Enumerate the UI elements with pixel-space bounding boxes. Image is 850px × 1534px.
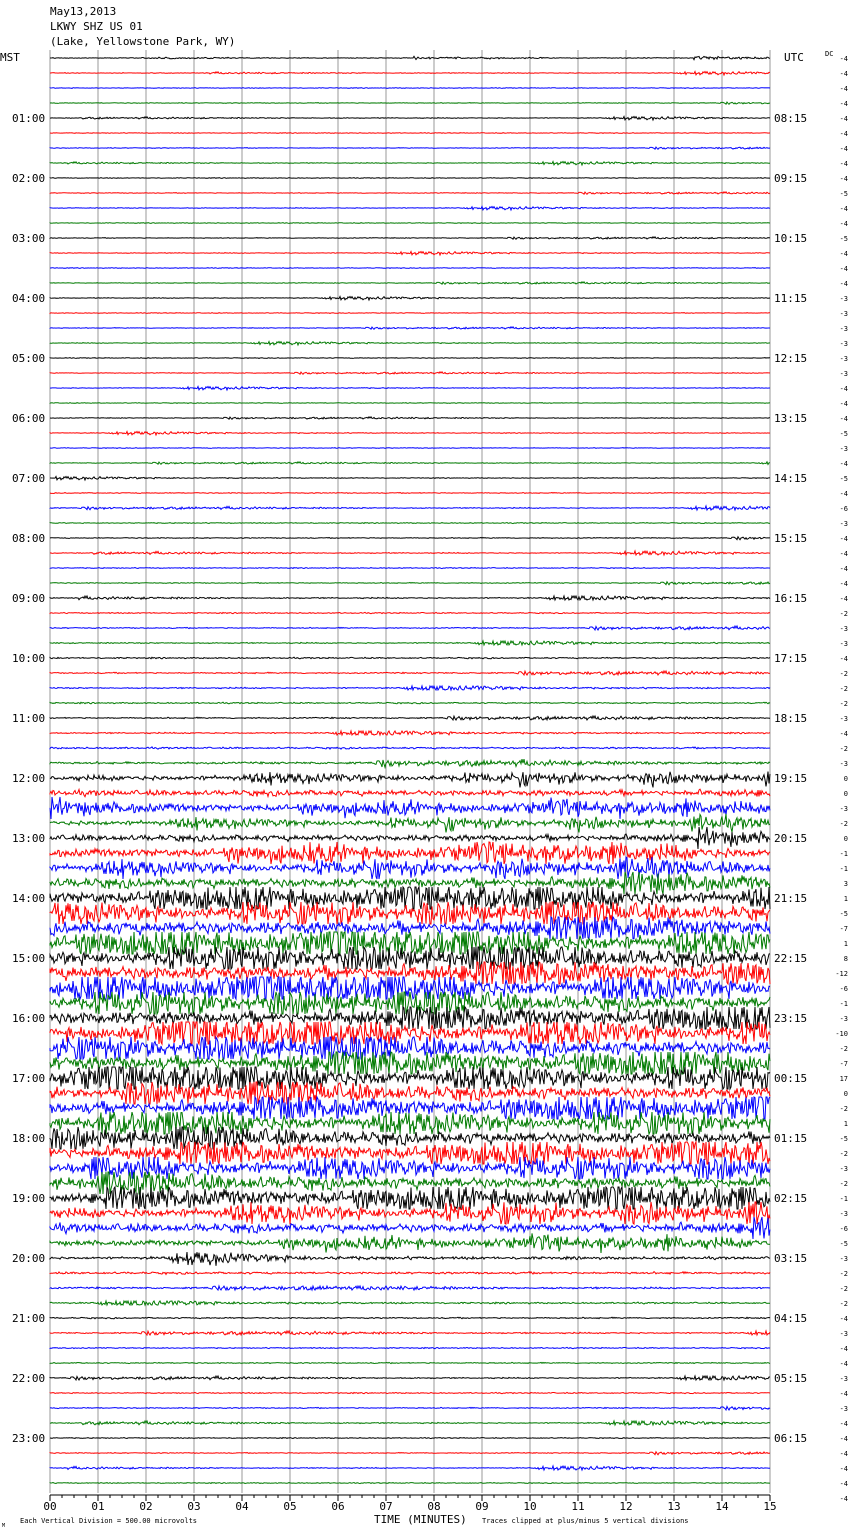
dc-offset-value: -4	[839, 145, 848, 153]
right-hour-label: 02:15	[774, 1192, 808, 1205]
trace-line	[50, 1317, 770, 1319]
dc-offset-value: -1	[839, 865, 848, 873]
trace-line	[50, 72, 770, 76]
trace-line	[50, 432, 770, 436]
x-tick-label: 06	[331, 1500, 345, 1513]
dc-offset-value: -5	[839, 235, 848, 243]
dc-offset-value: -4	[839, 130, 848, 138]
x-tick-label: 08	[427, 1500, 441, 1513]
left-hour-label: 20:00	[12, 1252, 46, 1265]
dc-offset-value: 3	[843, 880, 848, 888]
left-hour-label: 03:00	[12, 232, 46, 245]
dc-offset-value: -3	[839, 1165, 848, 1173]
dc-offset-value: -3	[839, 1255, 848, 1263]
left-hour-label: 16:00	[12, 1012, 46, 1025]
dc-offset-value: 17	[839, 1075, 848, 1083]
left-hour-label: 15:00	[12, 952, 46, 965]
dc-offset-value: 0	[843, 835, 848, 843]
x-tick-label: 07	[379, 1500, 393, 1513]
trace-line	[50, 1331, 770, 1335]
trace-line	[50, 1187, 770, 1209]
right-hour-label: 10:15	[774, 232, 808, 245]
trace-line	[50, 178, 770, 179]
x-tick-label: 01	[91, 1500, 105, 1513]
trace-line	[50, 523, 770, 524]
left-hour-label: 14:00	[12, 892, 46, 905]
dc-offset-value: -5	[839, 1240, 848, 1248]
trace-line	[50, 1301, 770, 1305]
left-hour-label: 04:00	[12, 292, 46, 305]
left-timezone-label: MST	[0, 51, 20, 64]
x-axis-title: TIME (MINUTES)	[374, 1513, 467, 1526]
right-hour-label: 14:15	[774, 472, 808, 485]
trace-line	[50, 133, 770, 134]
trace-line	[50, 1022, 770, 1044]
left-hour-label: 07:00	[12, 472, 46, 485]
dc-offset-value: -2	[839, 700, 848, 708]
left-hour-label: 10:00	[12, 652, 46, 665]
dc-offset-value: -4	[839, 1420, 848, 1428]
right-hour-label: 11:15	[774, 292, 808, 305]
right-hour-label: 19:15	[774, 772, 808, 785]
trace-line	[50, 282, 770, 285]
left-hour-label: 09:00	[12, 592, 46, 605]
right-hour-label: 04:15	[774, 1312, 808, 1325]
dc-offset-value: -2	[839, 1270, 848, 1278]
left-hour-label: 17:00	[12, 1072, 46, 1085]
trace-line	[50, 582, 770, 585]
dc-offset-value: -4	[839, 115, 848, 123]
trace-line	[50, 1392, 770, 1393]
trace-line	[50, 857, 770, 879]
trace-line	[50, 1217, 770, 1239]
right-hour-label: 12:15	[774, 352, 808, 365]
dc-offset-value: 1	[843, 1120, 848, 1128]
dc-offset-value: -4	[839, 1450, 848, 1458]
dc-offset-value: 0	[843, 1090, 848, 1098]
dc-offset-value: -2	[839, 1150, 848, 1158]
dc-offset-value: -6	[839, 505, 848, 513]
dc-offset-value: -3	[839, 805, 848, 813]
left-hour-label: 18:00	[12, 1132, 46, 1145]
trace-line	[50, 297, 770, 301]
left-hour-label: 02:00	[12, 172, 46, 185]
x-tick-label: 10	[523, 1500, 537, 1513]
dc-offset-value: -4	[839, 250, 848, 258]
trace-line	[50, 596, 770, 600]
dc-offset-value: -4	[839, 595, 848, 603]
trace-line	[50, 1452, 770, 1455]
right-hour-label: 13:15	[774, 412, 808, 425]
dc-offset-value: -5	[839, 910, 848, 918]
dc-offset-value: -2	[839, 1300, 848, 1308]
dc-offset-value: -3	[839, 295, 848, 303]
right-hour-label: 15:15	[774, 532, 808, 545]
dc-offset-value: -3	[839, 370, 848, 378]
dc-offset-value: -4	[839, 1390, 848, 1398]
trace-line	[50, 1347, 770, 1348]
dc-offset-value: -4	[839, 55, 848, 63]
right-timezone-label: UTC	[784, 51, 804, 64]
dc-offset-value: -4	[839, 1495, 848, 1503]
trace-line	[50, 671, 770, 675]
trace-line	[50, 192, 770, 195]
right-hour-label: 06:15	[774, 1432, 808, 1445]
dc-offset-value: -4	[839, 205, 848, 213]
x-tick-label: 12	[619, 1500, 633, 1513]
trace-line	[50, 842, 770, 864]
dc-offset-value: -3	[839, 1375, 848, 1383]
dc-offset-value: 0	[843, 790, 848, 798]
trace-line	[50, 462, 770, 465]
dc-offset-value: -4	[839, 1480, 848, 1488]
x-tick-label: 02	[139, 1500, 153, 1513]
trace-line	[50, 237, 770, 240]
right-hour-label: 16:15	[774, 592, 808, 605]
trace-line	[50, 448, 770, 449]
dc-offset-value: -4	[839, 400, 848, 408]
dc-offset-value: -4	[839, 1345, 848, 1353]
trace-line	[50, 417, 770, 420]
trace-line	[50, 117, 770, 121]
scale-note: Each Vertical Division = 500.00 microvolts	[20, 1517, 198, 1525]
dc-offset-value: -4	[839, 175, 848, 183]
dc-offset-value: -4	[839, 280, 848, 288]
dc-offset-value: -4	[839, 415, 848, 423]
trace-line	[50, 506, 770, 510]
dc-offset-value: 1	[843, 940, 848, 948]
dc-offset-value: -4	[839, 385, 848, 393]
dc-offset-value: -4	[839, 655, 848, 663]
dc-offset-value: -4	[839, 490, 848, 498]
dc-offset-value: -2	[839, 1045, 848, 1053]
left-hour-label: 08:00	[12, 532, 46, 545]
trace-line	[50, 641, 770, 645]
plot-date: May13,2013	[50, 5, 117, 18]
seismic-traces	[50, 56, 770, 1483]
trace-line	[50, 207, 770, 211]
right-hour-label: 03:15	[774, 1252, 808, 1265]
trace-line	[50, 947, 770, 969]
trace-line	[50, 477, 770, 481]
dc-offset-value: -3	[839, 760, 848, 768]
trace-line	[50, 789, 770, 797]
dc-offset-value: -3	[839, 1330, 848, 1338]
trace-line	[50, 686, 770, 690]
dc-offset-value: -4	[839, 460, 848, 468]
trace-line	[50, 1233, 770, 1253]
trace-line	[50, 612, 770, 613]
trace-line	[50, 372, 770, 375]
x-tick-label: 04	[235, 1500, 249, 1513]
dc-offset-value: -6	[839, 1225, 848, 1233]
trace-line	[50, 759, 770, 767]
dc-offset-value: -4	[839, 220, 848, 228]
right-hour-label: 01:15	[774, 1132, 808, 1145]
trace-line	[50, 747, 770, 749]
trace-line	[50, 493, 770, 494]
dc-offset-value: -2	[839, 1285, 848, 1293]
station-location: (Lake, Yellowstone Park, WY)	[50, 35, 236, 48]
dc-offset-value: -3	[839, 325, 848, 333]
x-tick-label: 09	[475, 1500, 489, 1513]
dc-offset-value: -3	[839, 715, 848, 723]
dc-offset-value: -1	[839, 1195, 848, 1203]
dc-offset-value: -2	[839, 745, 848, 753]
right-hour-label: 18:15	[774, 712, 808, 725]
trace-line	[50, 403, 770, 404]
dc-offset-value: -3	[839, 355, 848, 363]
trace-line	[50, 1286, 770, 1290]
trace-line	[50, 932, 770, 954]
dc-offset-value: -5	[839, 475, 848, 483]
trace-line	[50, 1483, 770, 1484]
dc-offset-value: -4	[839, 580, 848, 588]
x-tick-label: 15	[763, 1500, 777, 1513]
trace-line	[50, 147, 770, 149]
dc-offset-value: -7	[839, 1060, 848, 1068]
dc-offset-value: 8	[843, 955, 848, 963]
trace-line	[50, 551, 770, 555]
right-hour-label: 09:15	[774, 172, 808, 185]
dc-offset-value: -4	[839, 535, 848, 543]
dc-offset-value: -4	[839, 1360, 848, 1368]
trace-line	[50, 1421, 770, 1425]
trace-line	[50, 568, 770, 569]
dc-offset-value: -4	[839, 100, 848, 108]
left-hour-label: 22:00	[12, 1372, 46, 1385]
dc-offset-value: -4	[839, 85, 848, 93]
left-hour-label: 01:00	[12, 112, 46, 125]
left-hour-label: 21:00	[12, 1312, 46, 1325]
dc-offset-value: -3	[839, 310, 848, 318]
dc-offset-value: -7	[839, 925, 848, 933]
trace-line	[50, 223, 770, 224]
trace-line	[50, 626, 770, 630]
trace-line	[50, 657, 770, 659]
trace-line	[50, 716, 770, 720]
trace-line	[50, 342, 770, 346]
trace-line	[50, 731, 770, 735]
dc-offset-value: -3	[839, 445, 848, 453]
trace-line	[50, 1252, 770, 1266]
dc-offset-value: -3	[839, 340, 848, 348]
dc-offset-value: -4	[839, 1315, 848, 1323]
left-hour-label: 06:00	[12, 412, 46, 425]
time-gridlines	[50, 50, 770, 1495]
trace-line	[50, 1376, 770, 1380]
dc-offset-value: -3	[839, 625, 848, 633]
dc-offset-value: -2	[839, 670, 848, 678]
dc-offset-label: DC	[825, 50, 834, 58]
dc-offset-value: -2	[839, 820, 848, 828]
trace-line	[50, 102, 770, 104]
right-hour-label: 00:15	[774, 1072, 808, 1085]
dc-offset-value: -4	[839, 265, 848, 273]
corner-mark: M	[2, 1523, 6, 1529]
trace-line	[50, 1052, 770, 1074]
x-tick-label: 14	[715, 1500, 729, 1513]
clip-note: Traces clipped at plus/minus 5 vertical divisions	[482, 1517, 689, 1525]
station-code: LKWY SHZ US 01	[50, 20, 143, 33]
dc-offset-value: -2	[839, 610, 848, 618]
x-tick-label: 11	[571, 1500, 585, 1513]
trace-line	[50, 1407, 770, 1411]
trace-line	[50, 358, 770, 359]
dc-offset-value: -12	[835, 970, 848, 978]
dc-offset-value: -3	[839, 1210, 848, 1218]
left-hour-label: 23:00	[12, 1432, 46, 1445]
dc-offset-value: -4	[839, 1465, 848, 1473]
left-hour-label: 13:00	[12, 832, 46, 845]
trace-line	[50, 917, 770, 939]
trace-line	[50, 88, 770, 89]
dc-offset-value: -10	[835, 1030, 848, 1038]
trace-line	[50, 313, 770, 314]
dc-offset-value: -3	[839, 520, 848, 528]
dc-offset-value: -3	[839, 640, 848, 648]
trace-line	[50, 1362, 770, 1363]
dc-offset-value: -1	[839, 850, 848, 858]
trace-line	[50, 56, 770, 59]
trace-line	[50, 1466, 770, 1470]
left-hour-label: 19:00	[12, 1192, 46, 1205]
dc-offset-value: -2	[839, 1180, 848, 1188]
dc-offset-value: 0	[843, 775, 848, 783]
trace-line	[50, 814, 770, 833]
x-tick-label: 03	[187, 1500, 201, 1513]
dc-offset-value: -4	[839, 70, 848, 78]
trace-line	[50, 702, 770, 704]
left-hour-label: 11:00	[12, 712, 46, 725]
dc-offset-value: -1	[839, 1000, 848, 1008]
dc-offset-value: -6	[839, 985, 848, 993]
trace-line	[50, 1112, 770, 1134]
dc-offset-value: -3	[839, 1405, 848, 1413]
trace-line	[50, 162, 770, 166]
x-tick-label: 13	[667, 1500, 681, 1513]
trace-line	[50, 252, 770, 256]
x-tick-label: 05	[283, 1500, 297, 1513]
dc-offset-value: -4	[839, 730, 848, 738]
trace-line	[50, 902, 770, 924]
dc-offset-value: -4	[839, 1435, 848, 1443]
trace-line	[50, 1272, 770, 1275]
left-hour-label: 12:00	[12, 772, 46, 785]
dc-offset-value: -4	[839, 565, 848, 573]
right-hour-label: 22:15	[774, 952, 808, 965]
trace-line	[50, 1438, 770, 1439]
trace-line	[50, 1097, 770, 1119]
dc-offset-value: 1	[843, 895, 848, 903]
left-hour-label: 05:00	[12, 352, 46, 365]
trace-line	[50, 1172, 770, 1194]
dc-offset-value: -4	[839, 160, 848, 168]
trace-line	[50, 387, 770, 391]
trace-line	[50, 827, 770, 849]
right-hour-label: 20:15	[774, 832, 808, 845]
dc-offset-value: -4	[839, 550, 848, 558]
dc-offset-value: -2	[839, 685, 848, 693]
axis-labels	[12, 55, 848, 1513]
dc-offset-value: -5	[839, 1135, 848, 1143]
trace-line	[50, 327, 770, 330]
dc-offset-value: -2	[839, 1105, 848, 1113]
dc-offset-value: -5	[839, 430, 848, 438]
right-hour-label: 08:15	[774, 112, 808, 125]
trace-line	[50, 268, 770, 269]
right-hour-label: 05:15	[774, 1372, 808, 1385]
right-hour-label: 23:15	[774, 1012, 808, 1025]
trace-line	[50, 797, 770, 819]
x-tick-label: 00	[43, 1500, 57, 1513]
trace-line	[50, 537, 770, 540]
dc-offset-value: -3	[839, 1015, 848, 1023]
trace-line	[50, 772, 770, 788]
right-hour-label: 17:15	[774, 652, 808, 665]
right-hour-label: 21:15	[774, 892, 808, 905]
dc-offset-value: -5	[839, 190, 848, 198]
